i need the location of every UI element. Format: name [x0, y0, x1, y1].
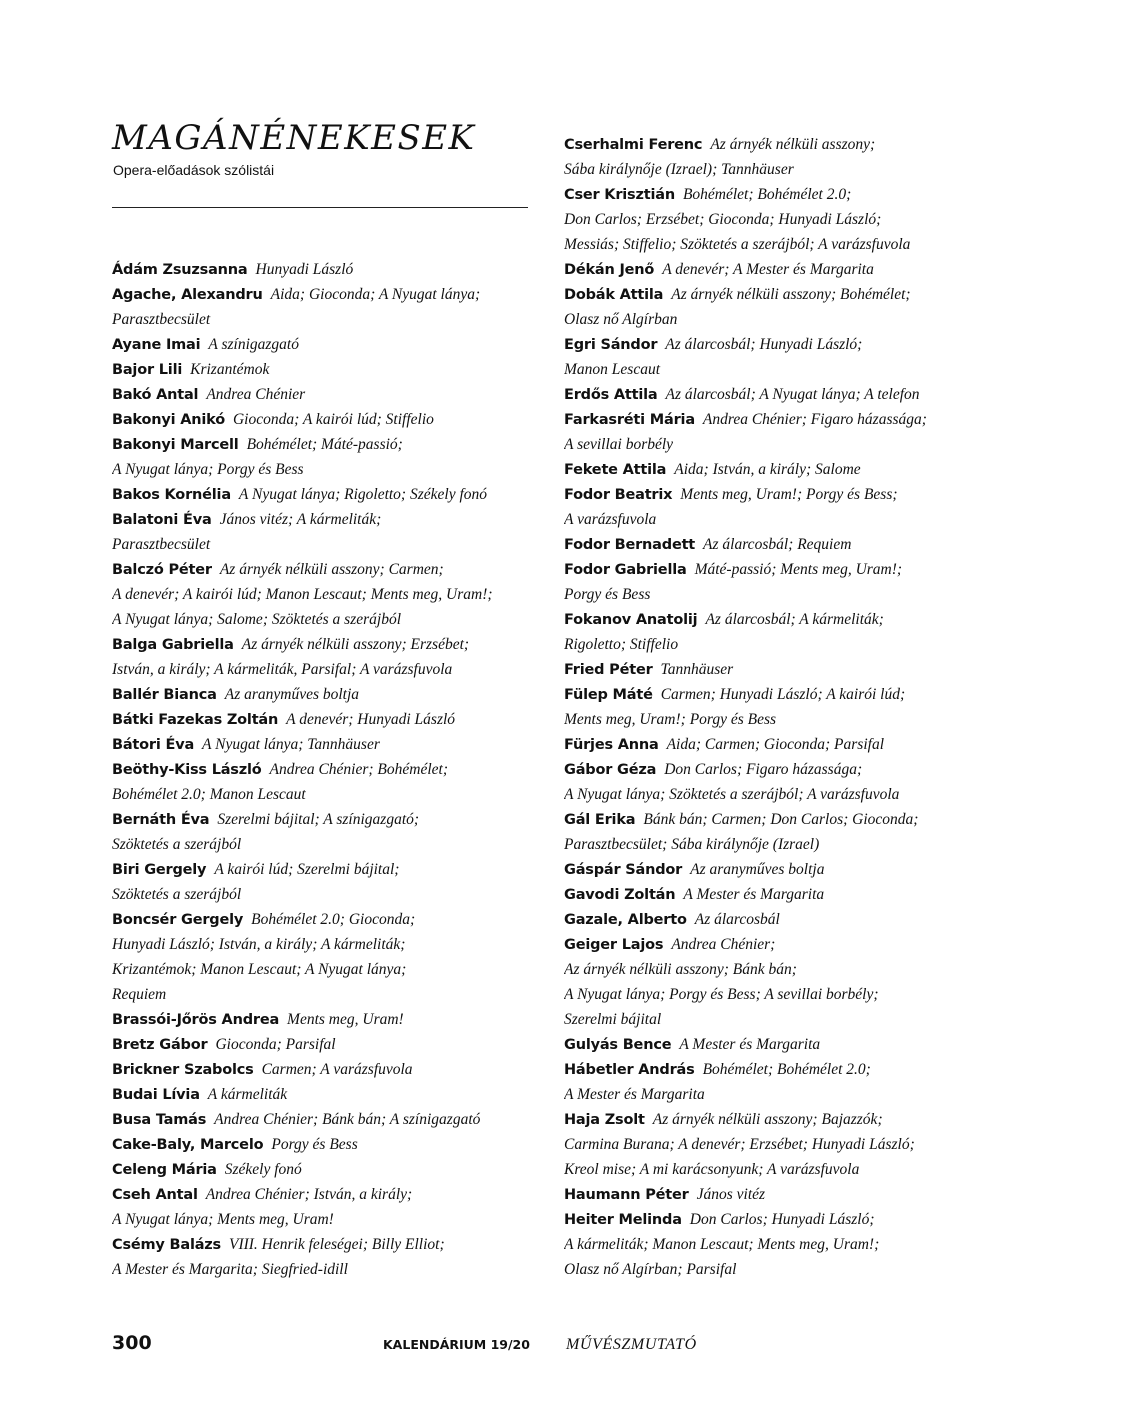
entry-line: [564, 607, 994, 632]
singer-name: Haja Zsolt: [564, 1112, 645, 1128]
singer-entry: [112, 507, 542, 557]
entry-line: [112, 257, 542, 282]
singer-roles: Aida; István, a király; Salome: [674, 461, 861, 478]
singer-roles: Parasztbecsület: [112, 311, 211, 328]
singer-roles: Carmina Burana; A denevér; Erzsébet; Hunyadi László;: [564, 1136, 915, 1153]
entry-line: [112, 832, 542, 857]
entry-line: [112, 457, 542, 482]
singer-name: Ayane Imai: [112, 337, 201, 353]
singer-name: Brassói-Jőrös Andrea: [112, 1012, 280, 1028]
singer-entry: [564, 257, 994, 282]
singer-roles: Máté-passió; Ments meg, Uram!;: [694, 561, 903, 578]
singer-entry: [112, 1082, 542, 1107]
singer-roles: Bohémélet 2.0; Gioconda;: [251, 911, 416, 928]
entry-line: [564, 557, 994, 582]
singer-entry: [112, 732, 542, 757]
singer-entry: [112, 1007, 542, 1032]
singer-entry: [564, 1032, 994, 1057]
singer-name: Cser Krisztián: [564, 187, 675, 203]
entry-line: [564, 1232, 994, 1257]
singer-roles: A Nyugat lánya; Rigoletto; Székely fonó: [238, 486, 488, 503]
singer-roles: A színigazgató: [208, 336, 299, 353]
singer-roles: A kairói lúd; Szerelmi bájital;: [214, 861, 400, 878]
entry-line: [112, 1157, 542, 1182]
singer-name: Beöthy-Kiss László: [112, 762, 262, 778]
singer-roles: A varázsfuvola: [564, 511, 657, 528]
singer-entry: [564, 557, 994, 607]
singer-roles: Andrea Chénier; Figaro házassága;: [702, 411, 927, 428]
singer-roles: Az árnyék nélküli asszony;: [710, 136, 876, 153]
entry-line: [564, 257, 994, 282]
singer-roles: Az álarcosbál; Requiem: [703, 536, 852, 553]
entry-line: [564, 1257, 994, 1282]
singer-roles: Bánk bán; Carmen; Don Carlos; Gioconda;: [643, 811, 919, 828]
entry-line: [112, 857, 542, 882]
singer-roles: A Mester és Margarita: [564, 1086, 705, 1103]
entry-line: [112, 907, 542, 932]
singer-name: Fodor Bernadett: [564, 537, 696, 553]
singer-entry: [564, 1107, 994, 1182]
entry-line: [112, 732, 542, 757]
singer-roles: A Nyugat lánya; Ments meg, Uram!: [112, 1211, 334, 1228]
singer-roles: István, a király; A kármeliták, Parsifal; A varázsfuvola: [112, 661, 453, 678]
entry-line: [564, 682, 994, 707]
entry-line: [564, 882, 994, 907]
singer-roles: Manon Lescaut: [564, 361, 661, 378]
singer-roles: Hunyadi László: [255, 261, 354, 278]
singer-name: Haumann Péter: [564, 1187, 689, 1203]
entry-line: [564, 307, 994, 332]
singer-name: Gál Erika: [564, 812, 636, 828]
entry-line: [564, 432, 994, 457]
singer-name: Agache, Alexandru: [112, 287, 263, 303]
singer-roles: A Mester és Margarita: [679, 1036, 821, 1053]
singer-name: Farkasréti Mária: [564, 412, 695, 428]
entry-line: [112, 607, 542, 632]
singer-entry: [564, 732, 994, 757]
singer-entry: [564, 382, 994, 407]
singer-entry: [112, 1157, 542, 1182]
singer-roles: Ments meg, Uram!; Porgy és Bess;: [680, 486, 898, 503]
singer-name: Biri Gergely: [112, 862, 207, 878]
singer-entry: [564, 282, 994, 332]
singer-entry: [112, 407, 542, 432]
entry-line: [564, 1082, 994, 1107]
entry-line: [564, 907, 994, 932]
singer-name: Cake-Baly, Marcelo: [112, 1137, 264, 1153]
entry-line: [112, 657, 542, 682]
entry-line: [564, 632, 994, 657]
singer-roles: Parasztbecsület: [112, 536, 211, 553]
singer-roles: Székely fonó: [224, 1161, 302, 1178]
singer-roles: A Mester és Margarita: [683, 886, 825, 903]
singer-name: Fokanov Anatolij: [564, 612, 698, 628]
singer-name: Hábetler András: [564, 1062, 695, 1078]
entry-line: [564, 1057, 994, 1082]
singer-entry: [112, 1057, 542, 1082]
singer-roles: Szöktetés a szerájból: [112, 886, 242, 903]
singer-roles: Az álarcosbál; A kármeliták;: [705, 611, 884, 628]
entry-line: [112, 357, 542, 382]
singer-entry: [564, 607, 994, 657]
singer-roles: Bohémélet; Bohémélet 2.0;: [702, 1061, 871, 1078]
singer-entry: [564, 682, 994, 732]
singer-entry: [112, 257, 542, 282]
singer-entry: [564, 657, 994, 682]
entry-line: [564, 657, 994, 682]
singer-entry: [564, 882, 994, 907]
singer-roles: A Nyugat lánya; Szöktetés a szerájból; A varázsfuvola: [564, 786, 900, 803]
singer-entry: [112, 332, 542, 357]
singer-roles: Krizantémok; Manon Lescaut; A Nyugat lánya;: [112, 961, 407, 978]
singer-entry: [564, 182, 994, 257]
singer-roles: Az aranyműves boltja: [224, 686, 360, 703]
entry-line: [564, 532, 994, 557]
singer-name: Bernáth Éva: [112, 812, 210, 828]
singer-roles: A denevér; A Mester és Margarita: [662, 261, 874, 278]
singer-entry: [564, 1207, 994, 1282]
singer-entry: [112, 557, 542, 632]
singer-entry: [112, 757, 542, 807]
singer-entry: [112, 432, 542, 482]
singer-roles: Szerelmi bájital: [564, 1011, 662, 1028]
singer-entry: [112, 632, 542, 682]
singer-roles: A Mester és Margarita; Siegfried-idill: [112, 1261, 348, 1278]
singer-entry: [564, 1057, 994, 1107]
entry-line: [112, 1257, 542, 1282]
page-number: 300: [112, 1332, 152, 1354]
singer-entry: [112, 1182, 542, 1232]
singer-roles: János vitéz; A kármeliták;: [219, 511, 382, 528]
entry-line: [564, 157, 994, 182]
entry-line: [564, 382, 994, 407]
singer-roles: Porgy és Bess: [564, 586, 651, 603]
singer-roles: Az árnyék nélküli asszony; Bohémélet;: [671, 286, 911, 303]
entry-line: [564, 932, 994, 957]
singer-roles: A denevér; A kairói lúd; Manon Lescaut; Ments meg, Uram!;: [112, 586, 493, 603]
entry-line: [564, 182, 994, 207]
entry-line: [564, 1132, 994, 1157]
singer-roles: Carmen; A varázsfuvola: [261, 1061, 413, 1078]
singer-roles: Andrea Chénier: [206, 386, 306, 403]
entry-line: [564, 407, 994, 432]
singer-name: Celeng Mária: [112, 1162, 217, 1178]
singer-name: Brickner Szabolcs: [112, 1062, 254, 1078]
singer-name: Budai Lívia: [112, 1087, 200, 1103]
singer-entry: [112, 907, 542, 1007]
singer-entry: [564, 457, 994, 482]
singer-roles: Ments meg, Uram!: [287, 1011, 404, 1028]
singer-name: Heiter Melinda: [564, 1212, 682, 1228]
singer-roles: Bohémélet; Máté-passió;: [246, 436, 403, 453]
singer-roles: VIII. Henrik feleségei; Billy Elliot;: [228, 1236, 445, 1253]
singer-entry: [112, 1032, 542, 1057]
singer-entry: [564, 407, 994, 457]
singer-name: Bakonyi Marcell: [112, 437, 239, 453]
entry-line: [564, 1157, 994, 1182]
singer-roles: Don Carlos; Erzsébet; Gioconda; Hunyadi László;: [564, 211, 882, 228]
entry-line: [564, 582, 994, 607]
singer-name: Busa Tamás: [112, 1112, 207, 1128]
singer-roles: A Nyugat lánya; Salome; Szöktetés a szerájból: [112, 611, 402, 628]
singer-roles: Aida; Gioconda; A Nyugat lánya;: [270, 286, 481, 303]
publication-title: KALENDÁRIUM 19/20: [383, 1337, 530, 1352]
singer-roles: Andrea Chénier;: [671, 936, 776, 953]
singer-roles: Porgy és Bess: [271, 1136, 358, 1153]
singer-roles: Gioconda; A kairói lúd; Stiffelio: [232, 411, 434, 428]
entry-line: [112, 557, 542, 582]
left-column: [112, 257, 542, 1282]
singer-name: Gulyás Bence: [564, 1037, 672, 1053]
singer-entry: [112, 1132, 542, 1157]
singer-roles: A kármeliták: [207, 1086, 288, 1103]
singer-name: Gazale, Alberto: [564, 912, 687, 928]
entry-line: [564, 857, 994, 882]
singer-name: Egri Sándor: [564, 337, 658, 353]
singer-name: Dobák Attila: [564, 287, 664, 303]
singer-name: Fekete Attila: [564, 462, 667, 478]
entry-line: [564, 732, 994, 757]
singer-roles: Tannhäuser: [660, 661, 734, 678]
entry-line: [112, 507, 542, 532]
singer-name: Gáspár Sándor: [564, 862, 683, 878]
entry-line: [112, 1107, 542, 1132]
singer-name: Gavodi Zoltán: [564, 887, 676, 903]
singer-roles: Sába királynője (Izrael); Tannhäuser: [564, 161, 794, 178]
singer-name: Geiger Lajos: [564, 937, 664, 953]
singer-name: Ballér Bianca: [112, 687, 217, 703]
entry-line: [112, 1232, 542, 1257]
entry-line: [564, 1107, 994, 1132]
singer-entry: [112, 482, 542, 507]
singer-roles: Ments meg, Uram!; Porgy és Bess: [564, 711, 777, 728]
entry-line: [112, 807, 542, 832]
entry-line: [112, 982, 542, 1007]
singer-name: Cserhalmi Ferenc: [564, 137, 703, 153]
entry-line: [564, 357, 994, 382]
singer-roles: Carmen; Hunyadi László; A kairói lúd;: [660, 686, 906, 703]
singer-name: Boncsér Gergely: [112, 912, 244, 928]
singer-name: Bátori Éva: [112, 737, 195, 753]
singer-roles: Az álarcosbál; A Nyugat lánya; A telefon: [665, 386, 920, 403]
singer-name: Bátki Fazekas Zoltán: [112, 712, 279, 728]
singer-entry: [112, 682, 542, 707]
singer-roles: Requiem: [112, 986, 167, 1003]
entry-line: [112, 382, 542, 407]
singer-roles: Bohémélet 2.0; Manon Lescaut: [112, 786, 306, 803]
singer-entry: [564, 132, 994, 182]
entry-line: [112, 482, 542, 507]
entry-line: [564, 782, 994, 807]
singer-roles: Don Carlos; Figaro házassága;: [664, 761, 863, 778]
singer-roles: A Nyugat lánya; Tannhäuser: [202, 736, 380, 753]
entry-line: [564, 807, 994, 832]
singer-entry: [564, 482, 994, 532]
singer-entry: [564, 807, 994, 857]
entry-line: [564, 232, 994, 257]
singer-roles: A Nyugat lánya; Porgy és Bess: [112, 461, 304, 478]
singer-name: Fodor Beatrix: [564, 487, 673, 503]
entry-line: [112, 1182, 542, 1207]
singer-name: Fodor Gabriella: [564, 562, 687, 578]
singer-roles: Az árnyék nélküli asszony; Carmen;: [219, 561, 444, 578]
entry-line: [564, 132, 994, 157]
entry-line: [564, 282, 994, 307]
singer-roles: Andrea Chénier; Bohémélet;: [269, 761, 448, 778]
singer-entry: [112, 357, 542, 382]
singer-entry: [564, 757, 994, 807]
singer-roles: Szöktetés a szerájból: [112, 836, 242, 853]
section-title: MŰVÉSZMUTATÓ: [566, 1336, 697, 1353]
entry-line: [564, 332, 994, 357]
singer-roles: Parasztbecsület; Sába királynője (Izrael): [564, 836, 820, 853]
singer-entry: [564, 1182, 994, 1207]
entry-line: [112, 1082, 542, 1107]
singer-name: Fülep Máté: [564, 687, 653, 703]
entry-line: [564, 507, 994, 532]
title-divider: [112, 207, 528, 208]
page-subtitle: Opera-előadások szólistái: [113, 162, 275, 178]
singer-entry: [112, 282, 542, 332]
entry-line: [564, 457, 994, 482]
singer-roles: A denevér; Hunyadi László: [286, 711, 456, 728]
singer-name: Bretz Gábor: [112, 1037, 208, 1053]
singer-name: Ádám Zsuzsanna: [112, 262, 248, 278]
singer-roles: Bohémélet; Bohémélet 2.0;: [682, 186, 852, 203]
entry-line: [564, 1032, 994, 1057]
singer-roles: János vitéz: [696, 1186, 766, 1203]
singer-roles: Az álarcosbál; Hunyadi László;: [665, 336, 863, 353]
singer-roles: Krizantémok: [190, 361, 270, 378]
singer-entry: [564, 532, 994, 557]
singer-roles: Az álarcosbál: [694, 911, 780, 928]
entry-line: [112, 632, 542, 657]
entry-line: [112, 307, 542, 332]
singer-roles: Az árnyék nélküli asszony; Bánk bán;: [564, 961, 797, 978]
singer-roles: Az árnyék nélküli asszony; Erzsébet;: [241, 636, 470, 653]
singer-entry: [112, 807, 542, 857]
singer-name: Bakó Antal: [112, 387, 199, 403]
singer-roles: Don Carlos; Hunyadi László;: [689, 1211, 875, 1228]
singer-name: Fürjes Anna: [564, 737, 659, 753]
entry-line: [564, 207, 994, 232]
singer-name: Balga Gabriella: [112, 637, 234, 653]
singer-roles: Szerelmi bájital; A színigazgató;: [217, 811, 420, 828]
singer-roles: Aida; Carmen; Gioconda; Parsifal: [666, 736, 885, 753]
entry-line: [112, 1032, 542, 1057]
entry-line: [112, 757, 542, 782]
singer-name: Fried Péter: [564, 662, 653, 678]
singer-roles: Rigoletto; Stiffelio: [564, 636, 679, 653]
entry-line: [112, 707, 542, 732]
entry-line: [112, 282, 542, 307]
page-title: MAGÁNÉNEKESEK: [112, 118, 476, 158]
singer-name: Bakos Kornélia: [112, 487, 231, 503]
singer-roles: A sevillai borbély: [564, 436, 674, 453]
singer-name: Erdős Attila: [564, 387, 658, 403]
entry-line: [564, 707, 994, 732]
entry-line: [112, 1057, 542, 1082]
singer-name: Cseh Antal: [112, 1187, 198, 1203]
singer-name: Gábor Géza: [564, 762, 657, 778]
singer-entry: [112, 382, 542, 407]
singer-entry: [112, 707, 542, 732]
singer-roles: Olasz nő Algírban: [564, 311, 678, 328]
entry-line: [564, 1182, 994, 1207]
entry-line: [112, 582, 542, 607]
singer-name: Balczó Péter: [112, 562, 212, 578]
singer-roles: Olasz nő Algírban; Parsifal: [564, 1261, 737, 1278]
singer-roles: Gioconda; Parsifal: [215, 1036, 336, 1053]
entry-line: [564, 957, 994, 982]
entry-line: [112, 932, 542, 957]
entry-line: [112, 432, 542, 457]
singer-roles: Kreol mise; A mi karácsonyunk; A varázsfuvola: [564, 1161, 860, 1178]
entry-line: [112, 332, 542, 357]
entry-line: [112, 532, 542, 557]
entry-line: [112, 782, 542, 807]
singer-entry: [112, 1107, 542, 1132]
singer-entry: [112, 857, 542, 907]
singer-entry: [112, 1232, 542, 1282]
entry-line: [112, 407, 542, 432]
singer-roles: Andrea Chénier; Bánk bán; A színigazgató: [214, 1111, 481, 1128]
entry-line: [112, 1132, 542, 1157]
right-column: [564, 132, 994, 1282]
entry-line: [112, 682, 542, 707]
entry-line: [564, 982, 994, 1007]
singer-name: Dékán Jenő: [564, 262, 655, 278]
entry-line: [564, 757, 994, 782]
singer-roles: Az árnyék nélküli asszony; Bajazzók;: [652, 1111, 883, 1128]
singer-roles: A Nyugat lánya; Porgy és Bess; A sevillai borbély;: [564, 986, 879, 1003]
entry-line: [112, 882, 542, 907]
singer-roles: Az aranyműves boltja: [690, 861, 825, 878]
singer-entry: [564, 907, 994, 932]
singer-name: Balatoni Éva: [112, 512, 212, 528]
entry-line: [112, 957, 542, 982]
singer-roles: Andrea Chénier; István, a király;: [205, 1186, 413, 1203]
entry-line: [564, 482, 994, 507]
singer-roles: Hunyadi László; István, a király; A kármeliták;: [112, 936, 406, 953]
singer-entry: [564, 932, 994, 1032]
entry-line: [112, 1007, 542, 1032]
singer-name: Bakonyi Anikó: [112, 412, 225, 428]
entry-line: [564, 1207, 994, 1232]
singer-roles: A kármeliták; Manon Lescaut; Ments meg, Uram!;: [564, 1236, 880, 1253]
entry-line: [564, 1007, 994, 1032]
entry-line: [564, 832, 994, 857]
entry-line: [112, 1207, 542, 1232]
singer-entry: [564, 857, 994, 882]
singer-name: Bajor Lili: [112, 362, 183, 378]
singer-name: Csémy Balázs: [112, 1237, 221, 1253]
singer-entry: [564, 332, 994, 382]
singer-roles: Messiás; Stiffelio; Szöktetés a szerájból; A varázsfuvola: [564, 236, 911, 253]
